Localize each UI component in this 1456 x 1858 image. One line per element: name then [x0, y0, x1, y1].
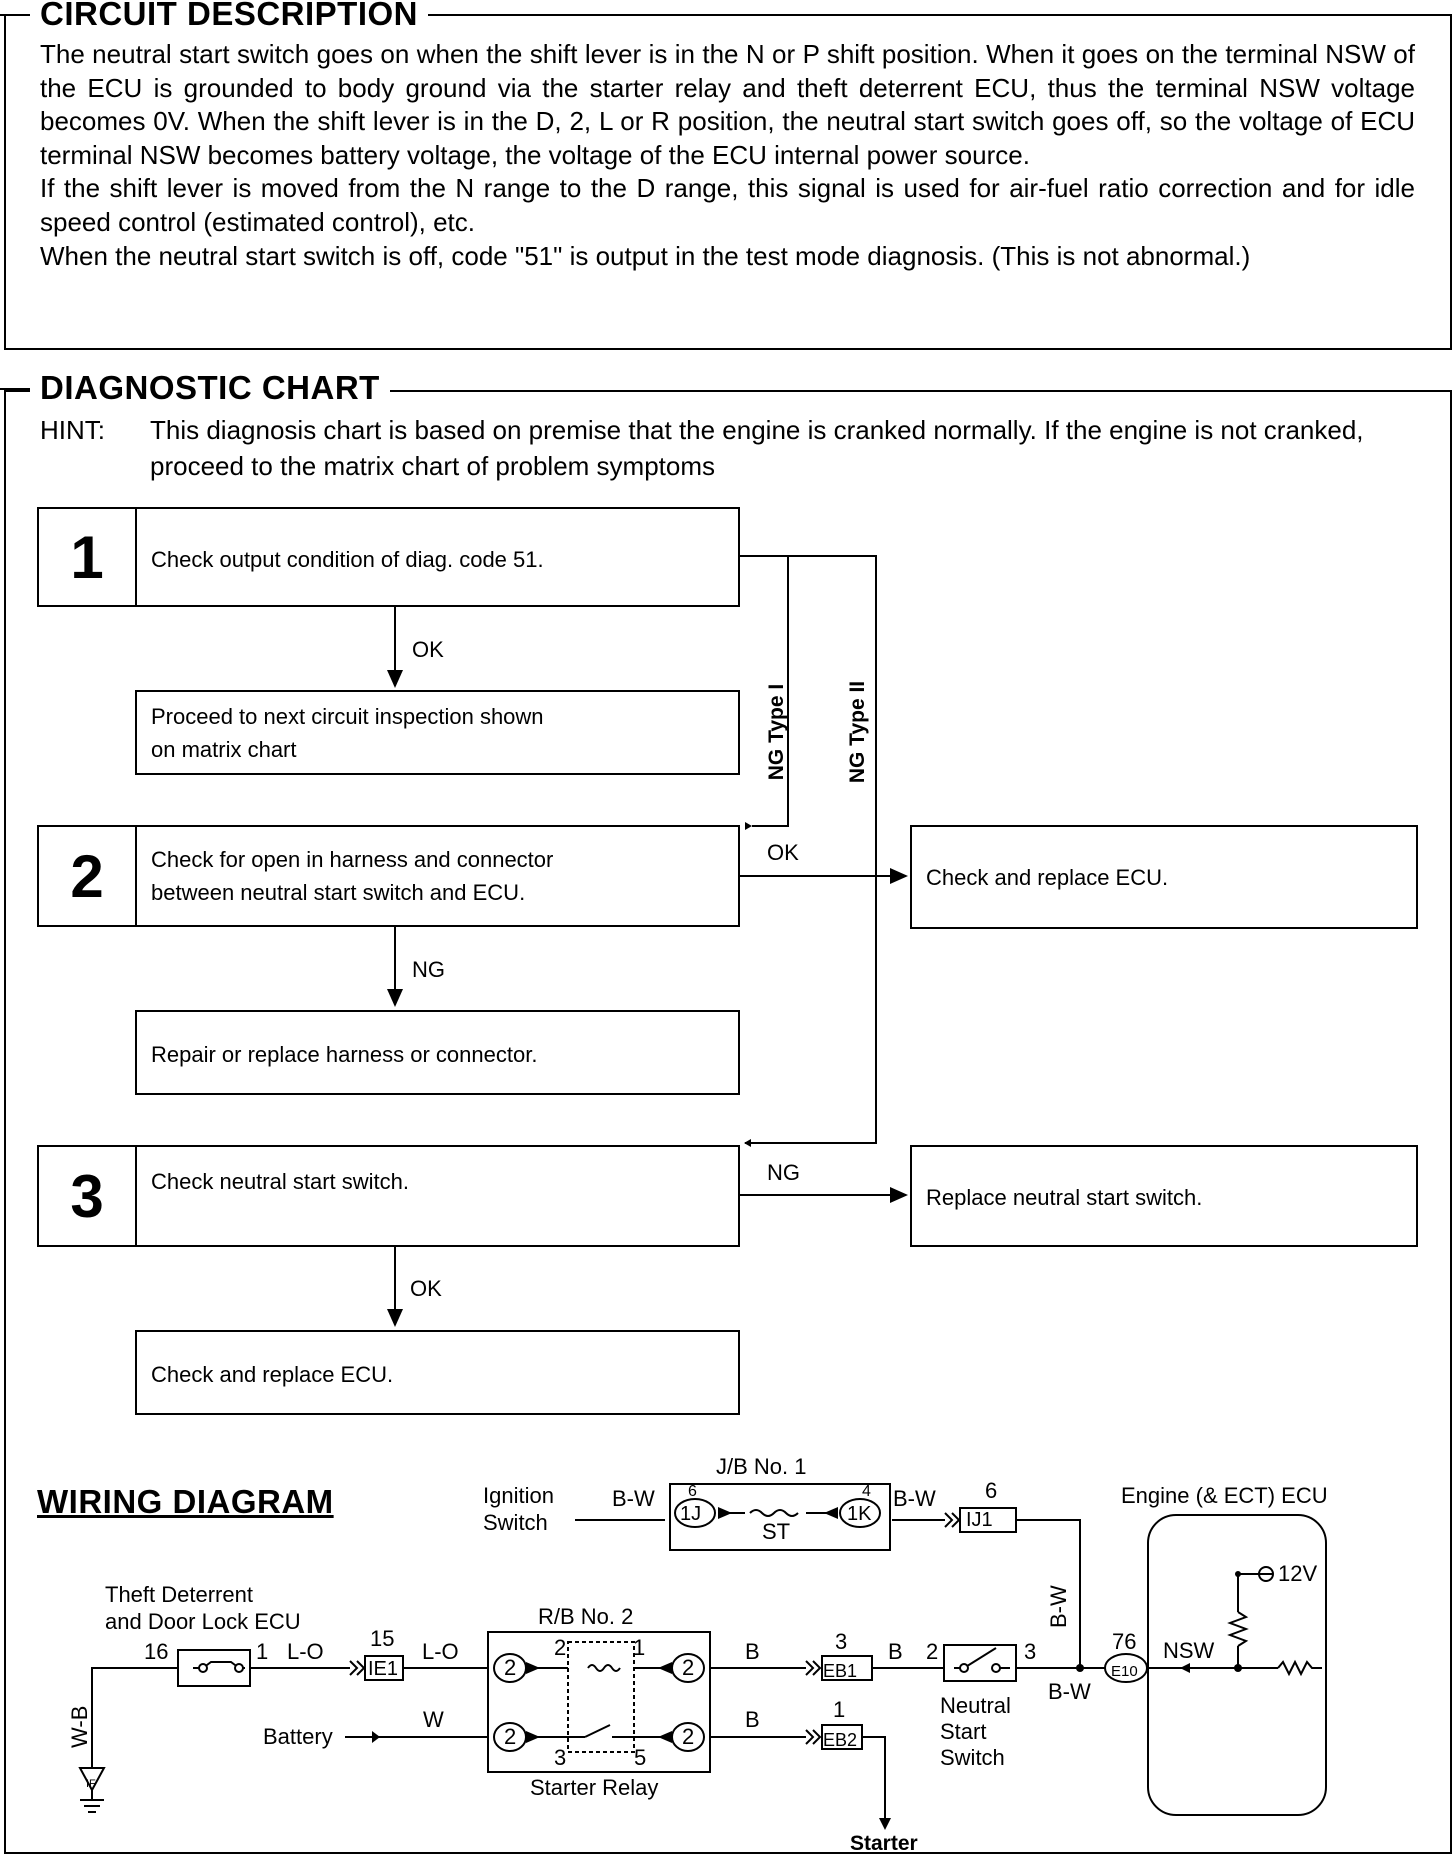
theft-ecu-pin-right: 1: [256, 1639, 269, 1664]
nss-pin-3: 3: [1024, 1639, 1037, 1664]
theft-ecu-label-1: Theft Deterrent: [105, 1582, 253, 1607]
nss-label-1: Neutral: [940, 1693, 1011, 1718]
rb-title: R/B No. 2: [538, 1604, 634, 1629]
step-3-ok-label: OK: [410, 1276, 442, 1301]
eb2-pin: 1: [833, 1697, 846, 1722]
ie1-connector: IE1: [368, 1658, 399, 1680]
step-1-number: 1: [37, 507, 137, 607]
step-1-box: [135, 507, 740, 607]
proceed-box: [135, 690, 740, 775]
check-replace-ecu-right-box: [910, 825, 1418, 929]
wire-lo-1: L-O: [287, 1639, 324, 1664]
step-2-box: [135, 825, 740, 927]
jb-right-connector: 1K: [847, 1503, 872, 1525]
circuit-paragraph-1: The neutral start switch goes on when the shift lever is in the N or P shift position. When it goes on the terminal NSW of the ECU is grounded to body ground via the starter relay and theft deterrent ECU, thus the terminal NSW voltage becomes 0V. When the shift lever is in the D, 2, L or R position, the neutral start switch goes off, so the voltage of ECU terminal NSW becomes battery voltage, the voltage of the ECU internal power source.: [40, 39, 1415, 170]
ng-type-1-label: NG Type I: [765, 683, 788, 781]
starter-relay-label: Starter Relay: [530, 1775, 659, 1800]
eb2-connector: EB2: [823, 1730, 858, 1750]
circuit-description-title: CIRCUIT DESCRIPTION: [30, 0, 428, 31]
step-1-ok-label: OK: [412, 637, 444, 662]
step-2-text-line1: Check for open in harness and connector: [151, 847, 554, 872]
wire-wb: W-B: [67, 1705, 92, 1748]
step-1-text: Check output condition of diag. code 51.: [151, 547, 544, 572]
step-2-ng-label: NG: [412, 957, 445, 982]
step-2-ok-label: OK: [767, 840, 799, 865]
ecu-nsw-label: NSW: [1163, 1638, 1215, 1663]
proceed-text-line1: Proceed to next circuit inspection shown: [151, 704, 544, 729]
replace-nss-box: [910, 1145, 1418, 1247]
check-replace-ecu-right-text: Check and replace ECU.: [926, 865, 1169, 890]
ecu-title: Engine (& ECT) ECU: [1121, 1483, 1328, 1508]
wire-lo-2: L-O: [422, 1639, 459, 1664]
check-replace-ecu-bottom-text: Check and replace ECU.: [151, 1362, 394, 1387]
rb-connector-tr: 2: [682, 1655, 695, 1680]
nss-pin-2: 2: [926, 1639, 939, 1664]
flow-ng-type2-line: [740, 556, 876, 1143]
nss-label-3: Switch: [940, 1745, 1005, 1770]
eb1-connector: EB1: [823, 1661, 858, 1681]
wire-bw-3: B-W: [1048, 1679, 1091, 1704]
wire-b-1: B: [745, 1639, 760, 1664]
nss-label-2: Start: [940, 1719, 987, 1744]
theft-ecu-pin-left: 16: [144, 1639, 169, 1664]
circuit-paragraph-2: If the shift lever is moved from the N range to the D range, this signal is used for air-fuel ratio correction and for idle speed control (estimated control), etc.: [40, 173, 1415, 237]
relay-pin-3: 3: [554, 1745, 567, 1770]
rb-connector-bl: 2: [504, 1724, 517, 1749]
diagnostic-chart-title: DIAGNOSTIC CHART: [30, 371, 390, 405]
wire-bw-2: B-W: [893, 1486, 936, 1511]
wire-bw-1: B-W: [612, 1486, 655, 1511]
step-3-text: Check neutral start switch.: [151, 1169, 409, 1194]
wire-b-2: B: [888, 1639, 903, 1664]
ng-type-2-label: NG Type II: [846, 680, 869, 784]
ij1-connector: IJ1: [966, 1509, 993, 1531]
rb-connector-br: 2: [682, 1724, 695, 1749]
wire-b-3: B: [745, 1707, 760, 1732]
replace-nss-text: Replace neutral start switch.: [926, 1185, 1203, 1210]
proceed-text-line2: on matrix chart: [151, 737, 297, 762]
ecu-connector: E10: [1111, 1663, 1138, 1680]
eb1-pin: 3: [835, 1629, 848, 1654]
wiring-diagram-title: WIRING DIAGRAM: [37, 1483, 334, 1520]
step-2-text-line2: between neutral start switch and ECU.: [151, 880, 526, 905]
ij1-pin: 6: [985, 1478, 998, 1503]
check-replace-ecu-bottom-box: [135, 1330, 740, 1415]
hint-label: HINT:: [40, 415, 105, 445]
step-3-ng-label: NG: [767, 1160, 800, 1185]
wire-w: W: [423, 1707, 444, 1732]
circuit-paragraph-3: When the neutral start switch is off, code "51" is output in the test mode diagnosis. (This is not abnormal.): [40, 240, 1251, 271]
jb-title: J/B No. 1: [716, 1454, 807, 1479]
ignition-switch-label-2: Switch: [483, 1510, 548, 1535]
rb-connector-tl: 2: [504, 1655, 517, 1680]
ecu-pin: 76: [1112, 1629, 1137, 1654]
jb-right-pin: 4: [862, 1483, 871, 1500]
wire-bw-vertical: B-W: [1046, 1585, 1071, 1628]
ecu-12v-label: 12V: [1278, 1561, 1318, 1586]
relay-pin-1: 1: [633, 1635, 646, 1660]
starter-label: Starter: [850, 1832, 918, 1855]
ie1-pin: 15: [370, 1626, 395, 1651]
ignition-switch-label-1: Ignition: [483, 1483, 554, 1508]
relay-pin-5: 5: [634, 1745, 647, 1770]
step-2-number: 2: [37, 825, 137, 927]
battery-label: Battery: [263, 1724, 333, 1749]
jb-left-connector: 1J: [680, 1503, 702, 1525]
jb-left-pin: 6: [688, 1483, 697, 1500]
hint-text: This diagnosis chart is based on premise that the engine is cranked normally. If the engine is not cranked, proceed to the matrix chart of problem symptoms: [150, 415, 1364, 481]
repair-harness-text: Repair or replace harness or connector.: [151, 1042, 538, 1067]
theft-ecu-label-2: and Door Lock ECU: [105, 1609, 301, 1634]
repair-harness-box: [135, 1010, 740, 1095]
ground-label: IF: [86, 1778, 96, 1790]
step-3-number: 3: [37, 1145, 137, 1247]
st-fuse-label: ST: [762, 1519, 791, 1544]
step-3-box: [135, 1145, 740, 1247]
relay-pin-2: 2: [554, 1635, 567, 1660]
